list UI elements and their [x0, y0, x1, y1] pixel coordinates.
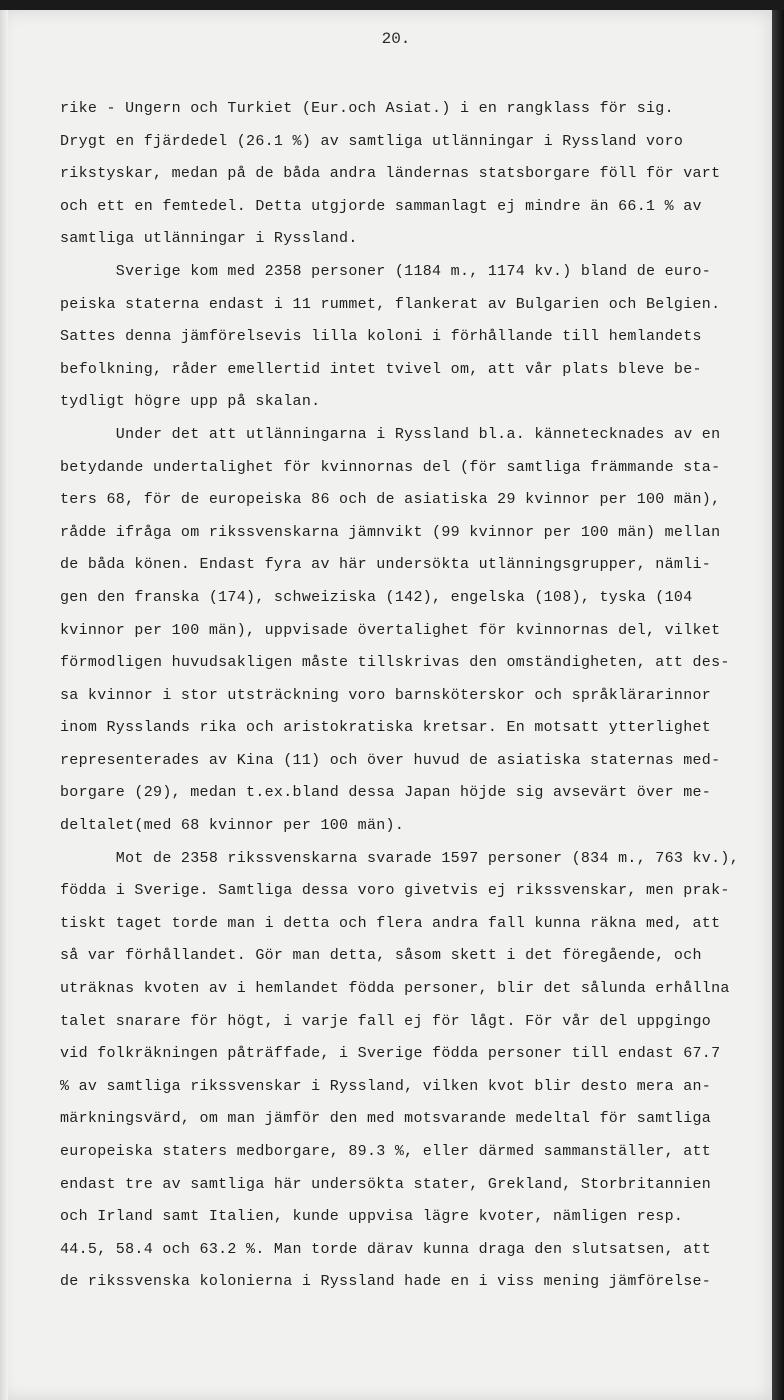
text-line: förmodligen huvudsakligen måste tillskrivas den omständigheten, att des- [60, 654, 730, 672]
document-page [0, 10, 772, 1400]
text-line: representerades av Kina (11) och över huvud de asiatiska staternas med- [60, 751, 721, 769]
text-line: Mot de 2358 rikssvenskarna svarade 1597 personer (834 m., 763 kv.), [60, 849, 740, 867]
text-line: endast tre av samtliga här undersökta stater, Grekland, Storbritannien [60, 1175, 712, 1193]
text-line: rådde ifråga om rikssvenskarna jämnvikt (99 kvinnor per 100 män) mellan [60, 523, 721, 541]
text-line: rike - Ungern och Turkiet (Eur.och Asiat.) i en rangklass för sig. [60, 100, 674, 117]
text-line: 44.5, 58.4 och 63.2 %. Man torde därav kunna draga den slutsatsen, att [60, 1240, 712, 1258]
text-line: % av samtliga rikssvenskar i Ryssland, vilken kvot blir desto mera an- [60, 1077, 712, 1095]
text-line: tiskt taget torde man i detta och flera andra fall kunna räkna med, att [60, 914, 721, 932]
text-line: rikstyskar, medan på de båda andra ländernas statsborgare föll för vart [60, 165, 721, 183]
text-line: Drygt en fjärdedel (26.1 %) av samtliga utlänningar i Ryssland voro [60, 132, 684, 150]
text-line: ters 68, för de europeiska 86 och de asiatiska 29 kvinnor per 100 män), [60, 491, 721, 509]
text-line: borgare (29), medan t.ex.bland dessa Japan höjde sig avsevärt över me- [60, 784, 712, 802]
body-text [60, 93, 760, 1299]
text-line: tydligt högre upp på skalan. [60, 393, 321, 411]
text-line: gen den franska (174), schweiziska (142), engelska (108), tyska (104 [60, 588, 693, 606]
text-line: de båda könen. Endast fyra av här undersökta utlänningsgrupper, nämli- [60, 556, 712, 574]
text-line: Under det att utlänningarna i Ryssland bl.a. kännetecknades av en [60, 425, 721, 443]
text-line: uträknas kvoten av i hemlandet födda personer, blir det sålunda erhållna [60, 980, 730, 998]
text-line: betydande undertalighet för kvinnornas del (för samtliga främmande sta- [60, 458, 721, 476]
text-line: peiska staterna endast i 11 rummet, flankerat av Bulgarien och Belgien. [60, 295, 721, 313]
text-line: födda i Sverige. Samtliga dessa voro givetvis ej rikssvenskar, men prak- [60, 882, 730, 900]
text-line: europeiska staters medborgare, 89.3 %, eller därmed sammanställer, att [60, 1143, 712, 1160]
text-line: Sverige kom med 2358 personer (1184 m., 1174 kv.) bland de euro- [60, 262, 712, 280]
text-line: kvinnor per 100 män), uppvisade övertalighet för kvinnornas del, vilket [60, 621, 721, 639]
text-line: befolkning, råder emellertid intet tvivel om, att vår plats bleve be- [60, 360, 702, 378]
text-line: så var förhållandet. Gör man detta, såsom skett i det föregående, och [60, 947, 702, 965]
text-line: sa kvinnor i stor utsträckning voro barnsköterskor och språklärarinnor [60, 686, 712, 704]
page-number: 20. [381, 30, 411, 48]
text-line: och ett en femtedel. Detta utgjorde sammanlagt ej mindre än 66.1 % av [60, 197, 702, 215]
text-line: samtliga utlänningar i Ryssland. [60, 230, 358, 248]
text-line: deltalet(med 68 kvinnor per 100 män). [60, 817, 405, 835]
text-line: och Irland samt Italien, kunde uppvisa lägre kvoter, nämligen resp. [60, 1208, 684, 1226]
text-line: märkningsvärd, om man jämför den med motsvarande medeltal för samtliga [60, 1110, 712, 1128]
text-line: Sattes denna jämförelsevis lilla koloni i förhållande till hemlandets [60, 328, 702, 346]
text-line: inom Rysslands rika och aristokratiska kretsar. En motsatt ytterlighet [60, 719, 712, 737]
text-line: talet snarare för högt, i varje fall ej för lågt. För vår del uppgingo [60, 1012, 712, 1030]
text-line: de rikssvenska kolonierna i Ryssland hade en i viss mening jämförelse- [60, 1273, 712, 1291]
page-edge-shadow [772, 10, 784, 1400]
text-line: vid folkräkningen påträffade, i Sverige födda personer till endast 67.7 [60, 1045, 721, 1063]
